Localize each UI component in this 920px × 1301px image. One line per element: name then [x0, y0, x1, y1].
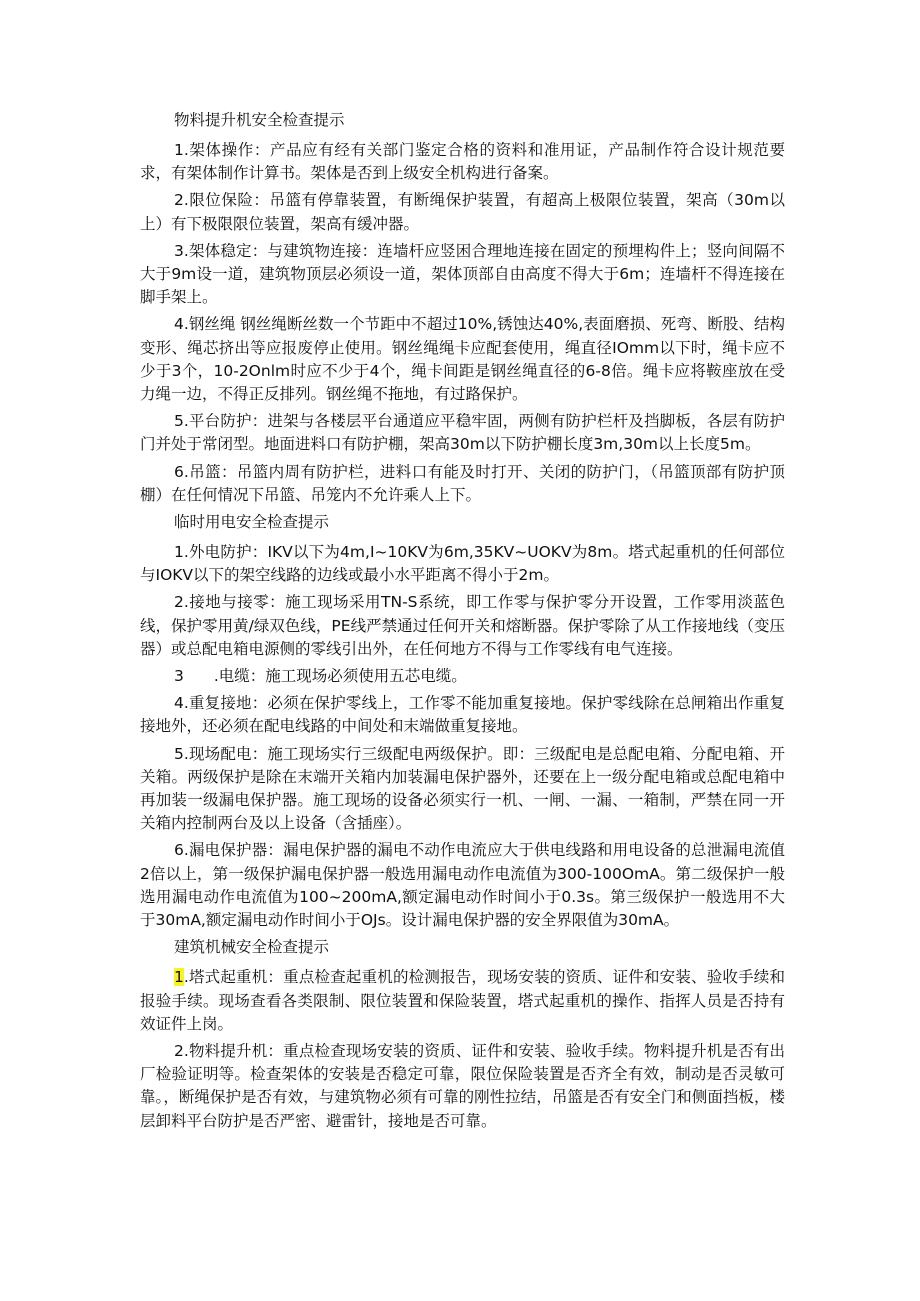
list-item — [140, 461, 785, 507]
section-heading-machinery: 建筑机械安全检查提示 — [174, 938, 330, 957]
section-heading-electricity: 临时用电安全检查提示 — [174, 513, 330, 532]
item-number: 5 — [174, 412, 184, 431]
list-item — [140, 189, 785, 235]
item-number: 4 — [174, 315, 184, 334]
list-item — [140, 966, 785, 1036]
item-number: 2 — [174, 1041, 184, 1060]
document-body — [140, 109, 785, 1137]
item-text: .重复接地：必须在保护零线上，工作零不能加重复接地。保护零线除在总闸箱出作重复接地外，还必须在配电线路的中间处和末端做重复接地。 — [140, 694, 785, 736]
item-text: .物料提升机：重点检查现场安装的资质、证件和安装、验收手续。物料提升机是否有出厂检验证明等。检查架体的安装是否稳定可靠，限位保险装置是否齐全有效，制动是否灵敏可靠。，断绳保护是否有效，与建筑物必须有可靠的刚性拉结，吊篮是否有安全门和侧面挡板，楼层卸料平台防护是否严密、避雷针，接地是否可靠。 — [140, 1041, 785, 1130]
list-item — [140, 665, 785, 688]
item-text: .现场配电：施工现场实行三级配电两级保护。即：三级配电是总配电箱、分配电箱、开关箱。两级保护是除在末端开关箱内加装漏电保护器外，还要在上一级分配电箱或总配电箱中再加装一级漏电保护器。施工现场的设备必须实行一机、一闸、一漏、一箱制，严禁在同一开关箱内控制两台及以上设备（含插座）。 — [140, 744, 785, 833]
item-text: .外电防护：IKV以下为4m,I~10KV为6m,35KV~UOKV为8m。塔式起重机的任何部位与IOKV以下的架空线路的边线或最小水平距离不得小于2m。 — [140, 543, 785, 585]
item-number: 3 — [174, 241, 184, 260]
item-number: 1 — [174, 543, 184, 562]
item-number: 1 — [174, 141, 184, 159]
item-number: 2 — [174, 191, 184, 210]
item-number: 3 — [174, 667, 184, 686]
item-text: .钢丝绳 钢丝绳断丝数一个节距中不超过10%,锈蚀达40%,表面磨损、死弯、断股、结构变形、绳芯挤出等应报废停止使用。钢丝绳绳卡应配套使用，绳直径IOmm以下时，绳卡应不少于3个，10-2Onlm时应不少于4个，绳卡间距是钢丝绳直径的6-8倍。绳卡应将鞍座放在受力绳一边，不得正反排列。钢丝绳不拖地，有过路保护。 — [140, 315, 785, 404]
list-item — [140, 1040, 785, 1133]
item-text: .平台防护：进架与各楼层平台通道应平稳牢固，两侧有防护栏杆及挡脚板，各层有防护门并处于常闭型。地面进料口有防护棚，架高30m以下防护棚长度3m,30m以上长度5m。 — [140, 412, 785, 454]
item-text: .限位保险：吊篮有停靠装置，有断绳保护装置，有超高上极限位装置，架高（30m以上）有下极限限位装置，架高有缓冲器。 — [140, 191, 785, 233]
item-text: .吊篮：吊篮内周有防护栏，进料口有能及时打开、关闭的防护门，（吊篮顶部有防护顶棚）在任何情况下吊篮、吊笼内不允许乘人上下。 — [140, 462, 785, 504]
item-number: 5 — [174, 744, 184, 763]
list-item — [140, 541, 785, 587]
list-item — [140, 743, 785, 836]
item-text: .接地与接零：施工现场采用TN-S系统，即工作零与保护零分开设置，工作零用淡蓝色线，保护零用黄/绿双色线，PE线严禁通过任何开关和熔断器。保护零除了从工作接地线（变压器）或总配电箱电源侧的零线引出外，在任何地方不得与工作零线有电气连接。 — [140, 593, 785, 658]
item-text: .架体操作：产品应有经有关部门鉴定合格的资料和准用证，产品制作符合设计规范要求，有架体制作计算书。架体是否到上级安全机构进行备案。 — [140, 141, 785, 183]
item-text: .电缆：施工现场必须使用五芯电缆。 — [213, 667, 467, 686]
list-item — [140, 692, 785, 738]
list-item — [140, 240, 785, 310]
list-item — [140, 139, 785, 185]
item-text: .架体稳定：与建筑物连接：连墙杆应竖困合理地连接在固定的预埋构件上；竖向间隔不大于9m设一道，建筑物顶层必须设一道，架体顶部自由高度不得大于6m；连墙杆不得连接在脚手架上。 — [140, 241, 785, 307]
list-item — [140, 839, 785, 932]
item-number: 4 — [174, 694, 184, 713]
item-number: 6 — [174, 841, 184, 860]
item-number: 6 — [174, 462, 184, 481]
item-text: .塔式起重机：重点检查起重机的检测报告，现场安装的资质、证件和安装、验收手续和报验手续。现场查看各类限制、限位装置和保险装置，塔式起重机的操作、指挥人员是否持有效证件上岗。 — [140, 968, 785, 1033]
list-item — [140, 591, 785, 661]
item-text: .漏电保护器：漏电保护器的漏电不动作电流应大于供电线路和用电设备的总泄漏电流值2倍以上，第一级保护漏电保护器一般选用漏电动作电流值为300-100OmA。第二级保护一般选用漏电动作电流值为100~200mA,额定漏电动作时间小于0.3s。第三级保护一般选用不大于30mA,额定漏电动作时间小于OJs。设计漏电保护器的安全界限值为30mA。 — [140, 841, 785, 930]
item-number-highlighted: 1 — [174, 968, 184, 987]
section-heading-hoist: 物料提升机安全检查提示 — [174, 111, 345, 129]
item-number: 2 — [174, 593, 184, 612]
list-item — [140, 313, 785, 406]
list-item — [140, 410, 785, 456]
